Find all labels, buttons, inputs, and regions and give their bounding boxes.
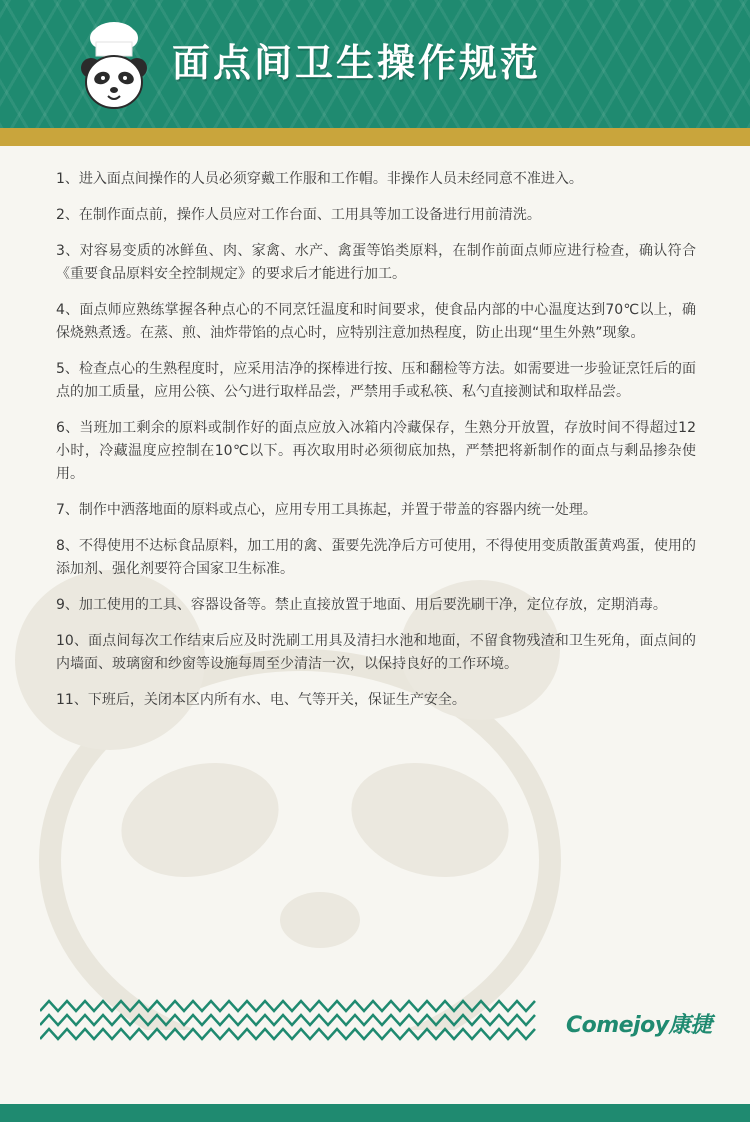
zigzag-decoration-icon	[40, 998, 538, 1044]
rule-item-2: 2、在制作面点前，操作人员应对工作台面、工用具等加工设备进行用前清洗。	[56, 207, 541, 223]
rule-item-6: 6、当班加工剩余的原料或制作好的面点应放入冰箱内冷藏保存，生熟分开放置，存放时间不得超过12小时，冷藏温度应控制在10℃以下。再次取用时必须彻底加热，严禁把将新制作的面点与剩品掺杂使用。	[56, 420, 696, 482]
brand-logo: Comejoy康捷	[566, 1013, 712, 1038]
rule-item-1: 1、进入面点间操作的人员必须穿戴工作服和工作帽。非操作人员未经同意不准进入。	[56, 171, 583, 187]
rule-item-4: 4、面点师应熟练掌握各种点心的不同烹饪温度和时间要求，使食品内部的中心温度达到70℃以上，确保烧熟煮透。在蒸、煎、油炸带馅的点心时，应特别注意加热程度，防止出现“里生外熟”现象。	[56, 302, 696, 341]
rule-item-5: 5、检查点心的生熟程度时，应采用洁净的探棒进行按、压和翻检等方法。如需要进一步验证烹饪后的面点的加工质量，应用公筷、公勺进行取样品尝，严禁用手或私筷、私勺直接测试和取样品尝。	[56, 361, 696, 400]
rule-item-10: 10、面点间每次工作结束后应及时洗刷工用具及清扫水池和地面，不留食物残渣和卫生死角，面点间的内墙面、玻璃窗和纱窗等设施每周至少清洁一次，以保持良好的工作环境。	[56, 633, 696, 672]
rule-item-8: 8、不得使用不达标食品原料，加工用的禽、蛋要先洗净后方可使用，不得使用变质散蛋黄鸡蛋，使用的添加剂、强化剂要符合国家卫生标准。	[56, 538, 696, 577]
panda-chef-mascot-icon	[78, 18, 150, 114]
header-divider-bar	[0, 128, 750, 146]
rule-item-11: 11、下班后，关闭本区内所有水、电、气等开关，保证生产安全。	[56, 692, 466, 708]
footer-bar	[0, 1104, 750, 1122]
page-title: 面点间卫生操作规范	[172, 41, 542, 85]
rule-item-3: 3、对容易变质的冰鲜鱼、肉、家禽、水产、禽蛋等馅类原料，在制作前面点师应进行检查，确认符合《重要食品原料安全控制规定》的要求后才能进行加工。	[56, 243, 696, 282]
rules-list	[56, 168, 696, 725]
rule-item-9: 9、加工使用的工具、容器设备等。禁止直接放置于地面、用后要洗刷干净，定位存放，定期消毒。	[56, 597, 667, 613]
rule-item-7: 7、制作中洒落地面的原料或点心，应用专用工具拣起，并置于带盖的容器内统一处理。	[56, 502, 597, 518]
header-banner	[0, 0, 750, 128]
